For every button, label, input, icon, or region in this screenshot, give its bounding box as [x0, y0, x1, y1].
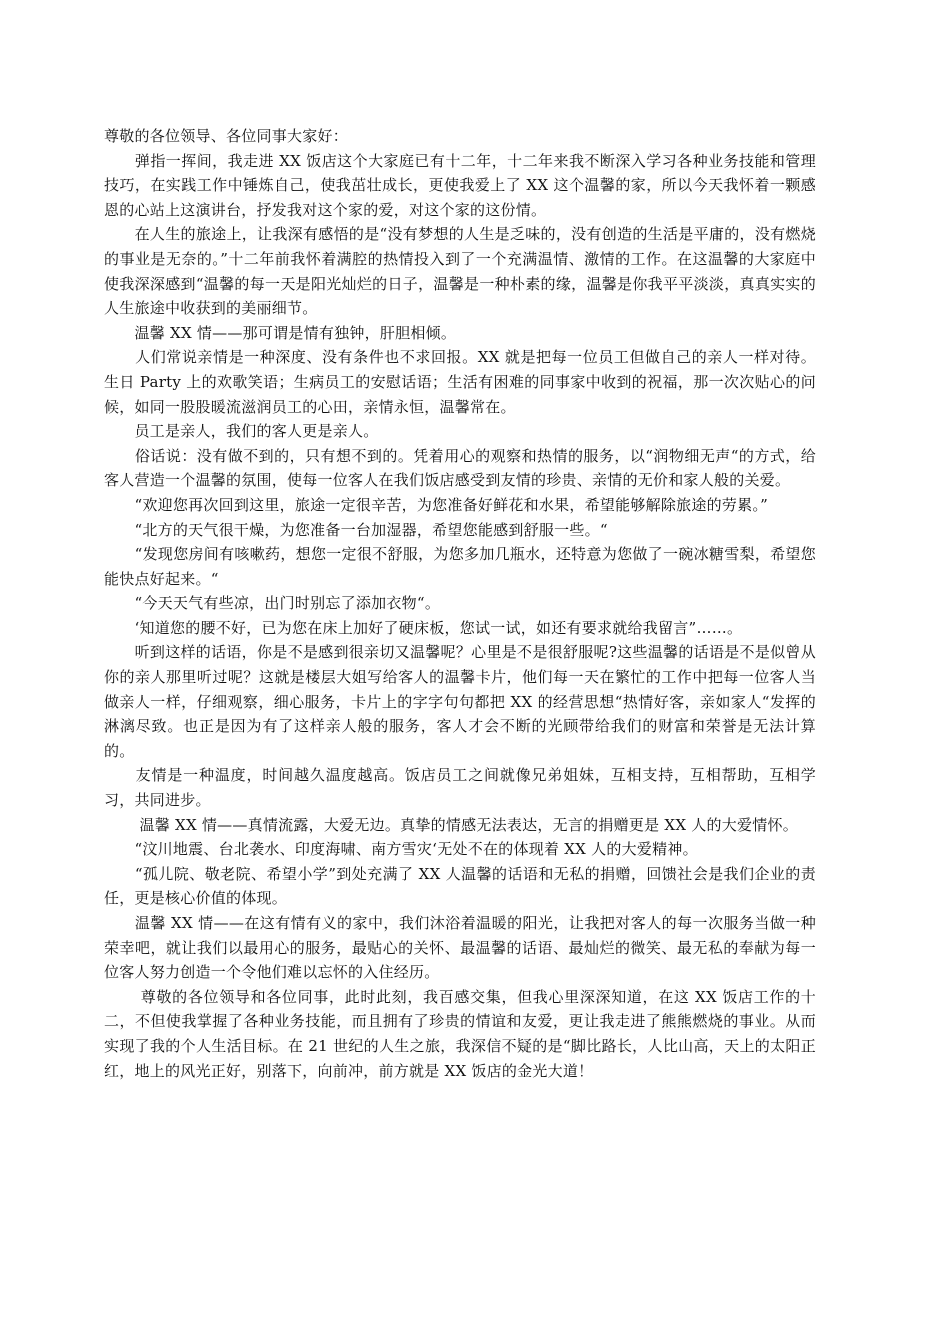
paragraph: 人们常说亲情是一种深度、没有条件也不求回报。XX 就是把每一位员工但做自己的亲人一样对待。生日 Party 上的欢歌笑语；生病员工的安慰话语；生活有困难的同事家中收到的祝福，那一次次贴心的问候，如同一股股暖流滋润员工的心田，亲情永恒，温馨常在。 [104, 348, 816, 416]
paragraph: ‘知道您的腰不好，已为您在床上加好了硬床板，您试一试，如还有要求就给我留言”……。 [104, 618, 743, 637]
paragraph: 尊敬的各位领导和各位同事，此时此刻，我百感交集，但我心里深深知道，在这 XX 饭店工作的十二，不但使我掌握了各种业务技能，而且拥有了珍贵的情谊和友爱，更让我走进了熊熊燃烧的事业。从而实现了我的个人生活目标。在 21 世纪的人生之旅，我深信不疑的是“脚比路长，人比山高，天上的太阳正红，地上的风光正好，别落下，向前冲，前方就是 XX 饭店的金光大道！ [104, 987, 816, 1080]
paragraph: 温馨 XX 情——在这有情有义的家中，我们沐浴着温暖的阳光，让我把对客人的每一次服务当做一种荣幸吧，就让我们以最用心的服务，最贴心的关怀、最温馨的话语、最灿烂的微笑、最无私的奉献为每一位客人努力创造一个令他们难以忘怀的入住经历。 [104, 914, 816, 982]
speech-text [104, 124, 816, 1083]
paragraph: 俗话说：没有做不到的，只有想不到的。凭着用心的观察和热情的服务，以“润物细无声“的方式，给客人营造一个温馨的氛围，使每一位客人在我们饭店感受到友情的珍贵、亲情的无价和家人般的关爱。 [104, 446, 816, 490]
paragraph: 在人生的旅途上，让我深有感悟的是“没有梦想的人生是乏味的，没有创造的生活是平庸的，没有燃烧的事业是无奈的。”十二年前我怀着满腔的热情投入到了一个充满温情、激情的工作。在这温馨的大家庭中使我深深感到“温馨的每一天是阳光灿烂的日子，温馨是一种朴素的缘，温馨是你我平平淡淡，真真实实的人生旅途中收获到的美丽细节。 [104, 225, 816, 318]
paragraph: 温馨 XX 情——真情流露，大爱无边。真挚的情感无法表达，无言的捐赠更是 XX 人的大爱情怀。 [104, 815, 799, 834]
paragraph: “欢迎您再次回到这里，旅途一定很辛苦，为您准备好鲜花和水果，希望能够解除旅途的劳累。” [104, 495, 769, 514]
paragraph: “北方的天气很干燥，为您准备一台加湿器，希望您能感到舒服一些。“ [104, 520, 608, 539]
paragraph: 听到这样的话语，你是不是感到很亲切又温馨呢？心里是不是很舒服呢?这些温馨的话语是不是似曾从你的亲人那里听过呢？这就是楼层大姐写给客人的温馨卡片，他们每一天在繁忙的工作中把每一位客人当做亲人一样，仔细观察，细心服务，卡片上的字字句句都把 XX 的经营思想“热情好客，亲如家人“发挥的淋漓尽致。也正是因为有了这样亲人般的服务，客人才会不断的光顾带给我们的财富和荣誉是无法计算的。 [104, 643, 816, 760]
paragraph: “发现您房间有咳嗽药，想您一定很不舒服，为您多加几瓶水，还特意为您做了一碗冰糖雪梨，希望您能快点好起来。“ [104, 545, 816, 588]
paragraph: “汶川地震、台北袭水、印度海啸、南方雪灾‘无处不在的体现着 XX 人的大爱精神。 [104, 840, 698, 859]
paragraph: 员工是亲人，我们的客人更是亲人。 [104, 422, 379, 441]
paragraph: 温馨 XX 情——那可谓是情有独钟，肝胆相倾。 [104, 323, 457, 342]
paragraph: 友情是一种温度，时间越久温度越高。饭店员工之间就像兄弟姐妹，互相支持，互相帮助，互相学习，共同进步。 [104, 766, 816, 810]
paragraph: “今天天气有些凉，出门时别忘了添加衣物“。 [104, 594, 441, 613]
salutation: 尊敬的各位领导、各位同事大家好： [104, 127, 349, 145]
paragraph: 弹指一挥间，我走进 XX 饭店这个大家庭已有十二年，十二年来我不断深入学习各种业务技能和管理技巧，在实践工作中锤炼自己，使我茁壮成长，更使我爱上了 XX 这个温馨的家，所以今天我怀着一颗感恩的心站上这演讲台，抒发我对这个家的爱，对这个家的这份情。 [104, 151, 816, 219]
paragraph: “孤儿院、敬老院、希望小学”到处充满了 XX 人温馨的话语和无私的捐赠，回馈社会是我们企业的责任，更是核心价值的体现。 [104, 864, 816, 908]
